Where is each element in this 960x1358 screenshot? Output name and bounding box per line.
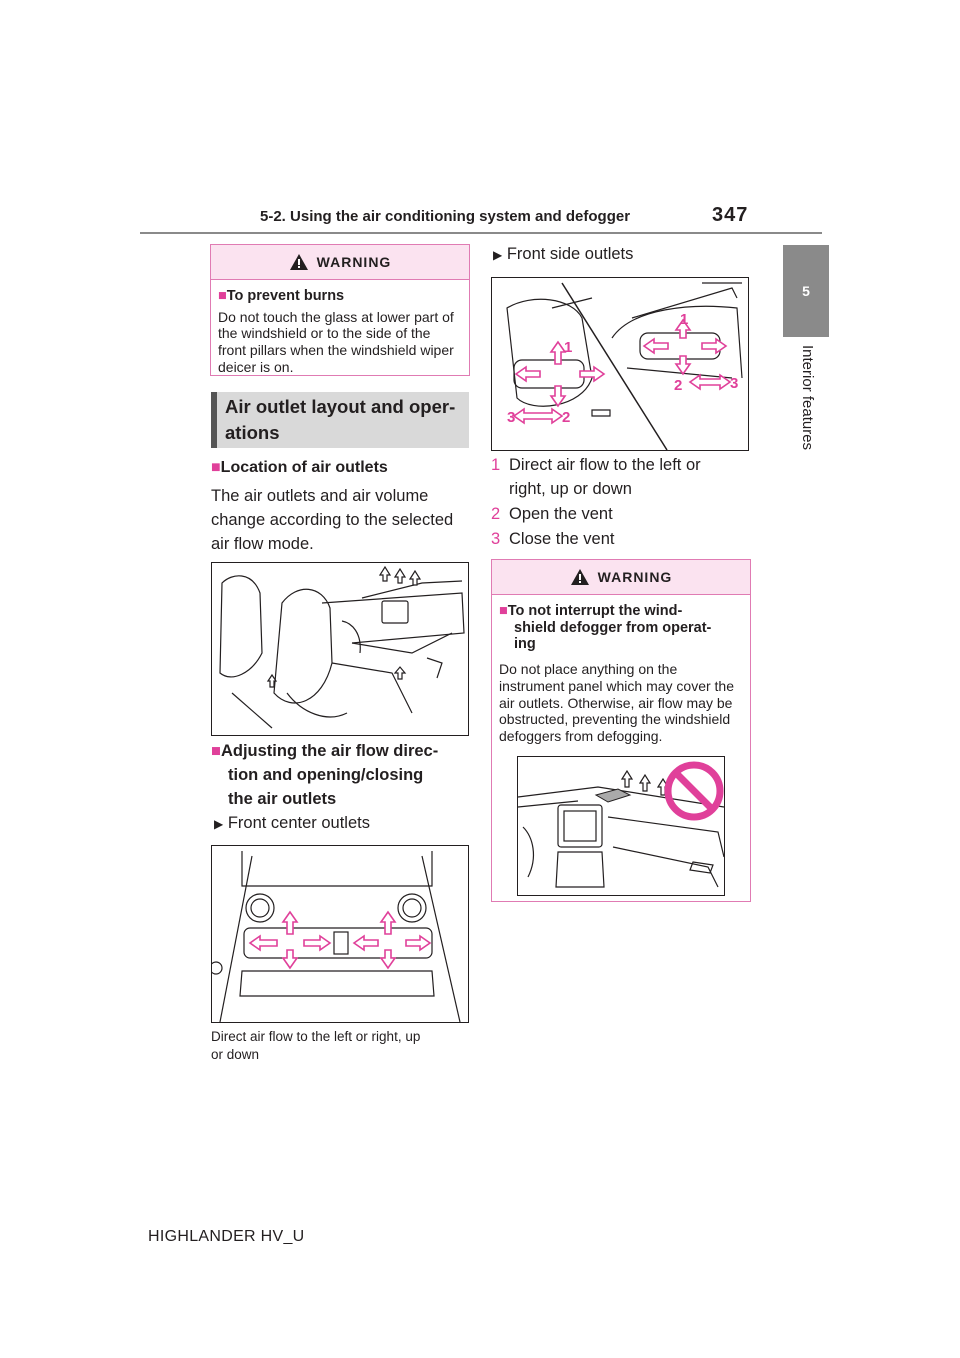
- location-heading: ■Location of air outlets: [211, 459, 388, 476]
- list-item: 2 Open the vent: [491, 504, 613, 523]
- cabin-illustration: [212, 563, 468, 735]
- warning-label: WARNING: [597, 569, 673, 585]
- chapter-label: Interior features: [799, 345, 816, 451]
- chapter-tab: [783, 245, 829, 337]
- page-number: 347: [712, 204, 749, 226]
- warning-header: [492, 560, 750, 595]
- warning-box-defogger: [491, 559, 751, 902]
- warning-label: WARNING: [316, 254, 392, 270]
- list-item: 3 Close the vent: [491, 529, 615, 548]
- front-center-caption: Direct air flow to the left or right, up or down: [211, 1029, 421, 1063]
- warning-triangle-icon: [570, 568, 590, 586]
- running-header: 5-2. Using the air conditioning system and defogger: [260, 208, 631, 225]
- center-outlets-illustration: [212, 846, 468, 1022]
- callout-3-left: 3: [507, 409, 516, 426]
- front-center-outlets-figure: [211, 845, 469, 1023]
- section-title: Air outlet layout and oper- ations: [211, 392, 469, 448]
- front-center-label: ▶ Front center outlets: [214, 814, 370, 832]
- warning-triangle-icon: [289, 253, 309, 271]
- callout-2-left: 2: [562, 409, 571, 426]
- triangle-bullet-icon: ▶: [214, 817, 224, 831]
- warning-body: Do not place anything on the instrument panel which may cover the air outlets. Otherwise, air flow may be obstructed, preventing the windshield defoggers from defogging.: [499, 661, 734, 745]
- chapter-number: 5: [802, 283, 810, 299]
- side-outlets-illustration: [492, 278, 748, 450]
- warning-body: Do not touch the glass at lower part of the windshield or to the side of the front pillars when the windshield wiper deicer is on.: [218, 308, 454, 376]
- front-side-items: 1 Direct air flow to the left or right, up or down 2 Open the vent 3 Close the vent: [491, 454, 701, 552]
- callout-1-left: 1: [564, 339, 573, 356]
- prohibition-icon: [668, 765, 720, 817]
- front-side-outlets-figure: [491, 277, 749, 451]
- callout-2-right: 2: [674, 377, 683, 394]
- dashboard-prohibition-figure: [517, 756, 725, 896]
- warning-subtitle: ■To prevent burns: [218, 288, 345, 304]
- warning-header: [211, 245, 469, 280]
- callout-3-right: 3: [730, 375, 739, 392]
- warning-subtitle: ■To not interrupt the wind- shield defogger from operat- ing: [499, 603, 712, 653]
- location-body: The air outlets and air volume change according to the selected air flow mode.: [211, 487, 454, 553]
- front-side-label: ▶ Front side outlets: [493, 245, 634, 263]
- triangle-bullet-icon: ▶: [493, 248, 503, 262]
- dashboard-illustration: [518, 757, 724, 895]
- cabin-air-outlets-figure: [211, 562, 469, 736]
- callout-1-right: 1: [680, 311, 689, 328]
- warning-box-burns: [210, 244, 470, 376]
- adjusting-heading: ■Adjusting the air flow direc- tion and opening/closing the air outlets: [211, 742, 439, 808]
- header-rule: [140, 232, 822, 234]
- footer-model: HIGHLANDER HV_U: [148, 1228, 305, 1245]
- list-item: 1 Direct air flow to the left or: [491, 456, 701, 474]
